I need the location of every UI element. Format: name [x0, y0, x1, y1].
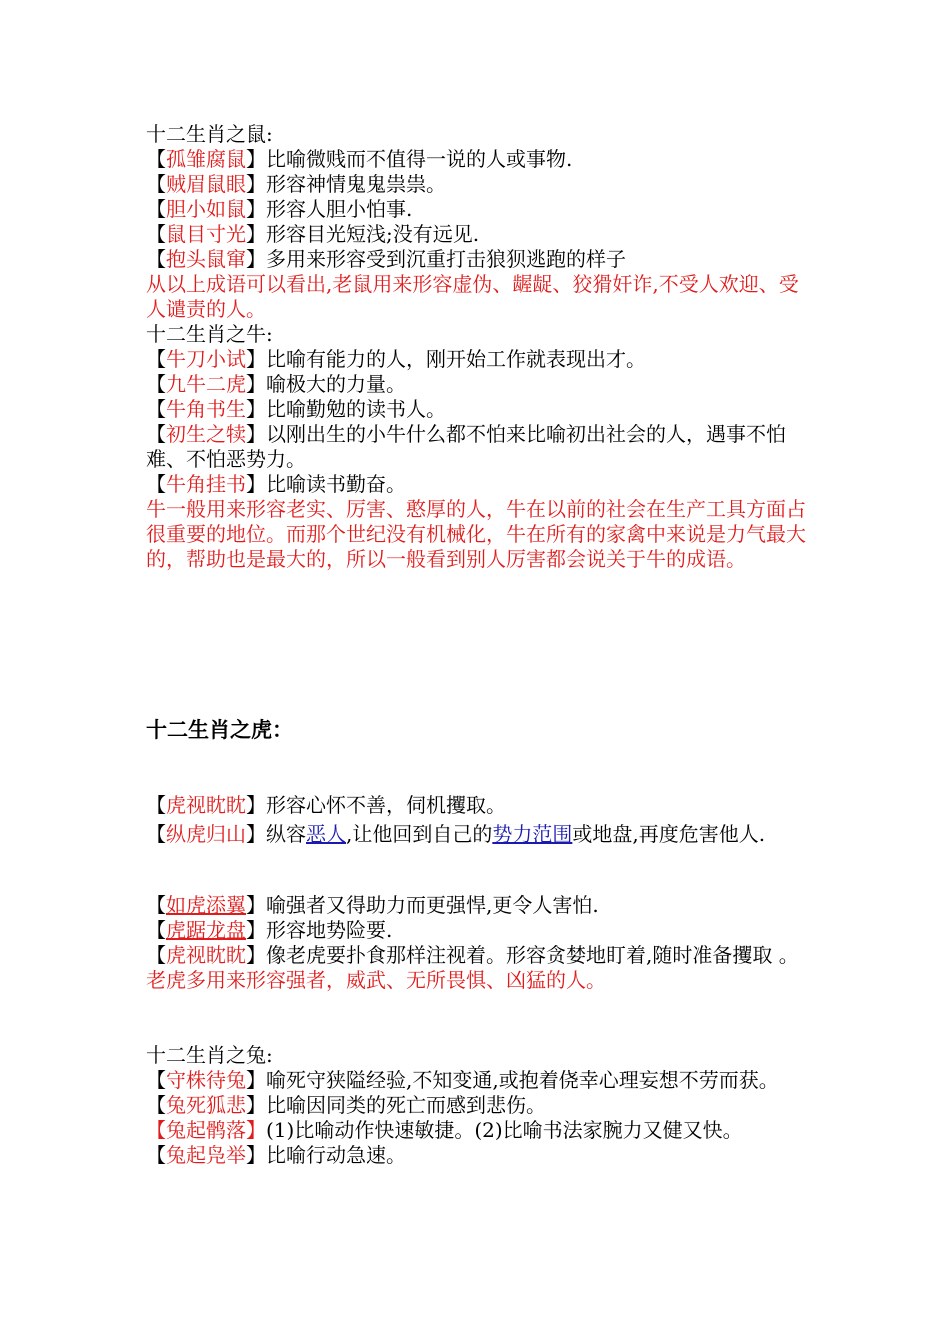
rat-summary: 从以上成语可以看出,老鼠用来形容虚伪、龌龊、狡猾奸诈,不受人欢迎、受人谴责的人。 [146, 272, 799, 321]
idiom: 兔起凫举 [166, 1143, 246, 1167]
tiger-item-5: 【虎视眈眈】像老虎要扑食那样注视着。形容贪婪地盯着,随时准备攫取 。 [146, 943, 799, 967]
idiom: 牛角书生 [166, 397, 246, 421]
tiger-heading: 十二生肖之虎： [146, 718, 293, 742]
ox-item-3: 【牛角书生】比喻勤勉的读书人。 [146, 397, 446, 421]
rat-item-2: 【贼眉鼠眼】形容神情鬼鬼祟祟。 [146, 172, 446, 196]
idiom: 鼠目寸光 [166, 222, 246, 246]
idiom: 胆小如鼠 [166, 197, 246, 221]
ox-item-4: 【初生之犊】以刚出生的小牛什么都不怕来比喻初出社会的人，遇事不怕难、不怕恶势力。 [146, 422, 786, 471]
idiom-desc: 像老虎要扑食那样注视着。形容贪婪地盯着,随时准备攫取 。 [266, 943, 799, 967]
idiom-desc: 喻死守狭隘经验,不知变通,或抱着侥幸心理妄想不劳而获。 [266, 1068, 779, 1092]
ox-summary: 牛一般用来形容老实、厉害、憨厚的人，牛在以前的社会在生产工具方面占很重要的地位。而那个世纪没有机械化，牛在所有的家禽中来说是力气最大的，帮助也是最大的，所以一般看到别人厉害都会说关于牛的成语。 [146, 497, 806, 571]
idiom-desc: 比喻勤勉的读书人。 [266, 397, 446, 421]
idiom: 初生之犊 [166, 422, 246, 446]
idiom: 虎踞龙盘 [166, 918, 246, 942]
ox-item-2: 【九牛二虎】喻极大的力量。 [146, 372, 406, 396]
tiger-item-2: 【纵虎归山】纵容恶人,让他回到自己的势力范围或地盘,再度危害他人. [146, 822, 766, 846]
link-sphere-of-influence[interactable]: 势力范围 [492, 822, 573, 846]
tiger-section [146, 793, 810, 851]
idiom: 虎视眈眈 [166, 793, 246, 817]
idiom-desc: 比喻有能力的人，刚开始工作就表现出才。 [266, 347, 646, 371]
idiom-desc: 喻强者又得助力而更强悍,更令人害怕. [266, 893, 599, 917]
idiom-desc: 喻极大的力量。 [266, 372, 406, 396]
rat-item-1: 【孤雏腐鼠】比喻微贱而不值得一说的人或事物. [146, 147, 573, 171]
rat-item-4: 【鼠目寸光】形容目光短浅;没有远见. [146, 222, 480, 246]
rat-heading: 十二生肖之鼠: [146, 122, 273, 146]
idiom: 贼眉鼠眼 [166, 172, 246, 196]
idiom-desc: 以刚出生的小牛什么都不怕来比喻初出社会的人，遇事不怕难、不怕恶势力。 [146, 422, 786, 471]
idiom-desc: 形容神情鬼鬼祟祟。 [266, 172, 446, 196]
idiom-desc: 形容心怀不善，伺机攫取。 [266, 793, 506, 817]
idiom: 守株待兔 [166, 1068, 246, 1092]
idiom-desc: 形容地势险要. [266, 918, 393, 942]
ox-item-1: 【牛刀小试】比喻有能力的人，刚开始工作就表现出才。 [146, 347, 646, 371]
idiom-desc: 形容目光短浅;没有远见. [266, 222, 480, 246]
idiom: 孤雏腐鼠 [166, 147, 246, 171]
tiger-summary: 老虎多用来形容强者，威武、无所畏惧、凶猛的人。 [146, 968, 606, 992]
idiom-desc: 多用来形容受到沉重打击狼狈逃跑的样子 [266, 247, 626, 271]
rat-item-3: 【胆小如鼠】形容人胆小怕事. [146, 197, 413, 221]
tiger-item-3: 【如虎添翼】喻强者又得助力而更强悍,更令人害怕. [146, 893, 599, 917]
tiger-item-1: 【虎视眈眈】形容心怀不善，伺机攫取。 [146, 793, 506, 817]
ox-section [146, 322, 810, 572]
rabbit-item-2: 【兔死狐悲】比喻因同类的死亡而感到悲伤。 [146, 1093, 546, 1117]
idiom-desc: 形容人胆小怕事. [266, 197, 413, 221]
ox-heading: 十二生肖之牛: [146, 322, 273, 346]
link-bad-person[interactable]: 恶人 [306, 822, 346, 846]
rabbit-heading: 十二生肖之兔: [146, 1043, 273, 1067]
tiger-item-4: 【虎踞龙盘】形容地势险要. [146, 918, 393, 942]
idiom-desc: (1)比喻动作快速敏捷。(2)比喻书法家腕力又健又快。 [266, 1118, 743, 1142]
idiom: 牛角挂书 [166, 472, 246, 496]
idiom-desc: 比喻读书勤奋。 [266, 472, 406, 496]
idiom: 如虎添翼 [166, 893, 246, 917]
idiom: 九牛二虎 [166, 372, 246, 396]
rabbit-item-1: 【守株待兔】喻死守狭隘经验,不知变通,或抱着侥幸心理妄想不劳而获。 [146, 1068, 779, 1092]
idiom: 牛刀小试 [166, 347, 246, 371]
idiom-desc: 比喻微贱而不值得一说的人或事物. [266, 147, 573, 171]
tiger-section-2 [146, 893, 810, 993]
rabbit-item-4: 【兔起凫举】比喻行动急速。 [146, 1143, 406, 1167]
idiom-desc: 比喻因同类的死亡而感到悲伤。 [266, 1093, 546, 1117]
idiom: 虎视眈眈 [166, 943, 246, 967]
rabbit-section [146, 1043, 810, 1168]
idiom-desc: 比喻行动急速。 [266, 1143, 406, 1167]
idiom: 抱头鼠窜 [166, 247, 246, 271]
rat-section [146, 122, 810, 322]
idiom: 兔死狐悲 [166, 1093, 246, 1117]
ox-item-5: 【牛角挂书】比喻读书勤奋。 [146, 472, 406, 496]
rat-item-5: 【抱头鼠窜】多用来形容受到沉重打击狼狈逃跑的样子 [146, 247, 626, 271]
idiom: 纵虎归山 [166, 822, 246, 846]
rabbit-item-3: 【兔起鹘落】(1)比喻动作快速敏捷。(2)比喻书法家腕力又健又快。 [146, 1118, 743, 1142]
idiom: 兔起鹘落 [166, 1118, 246, 1142]
